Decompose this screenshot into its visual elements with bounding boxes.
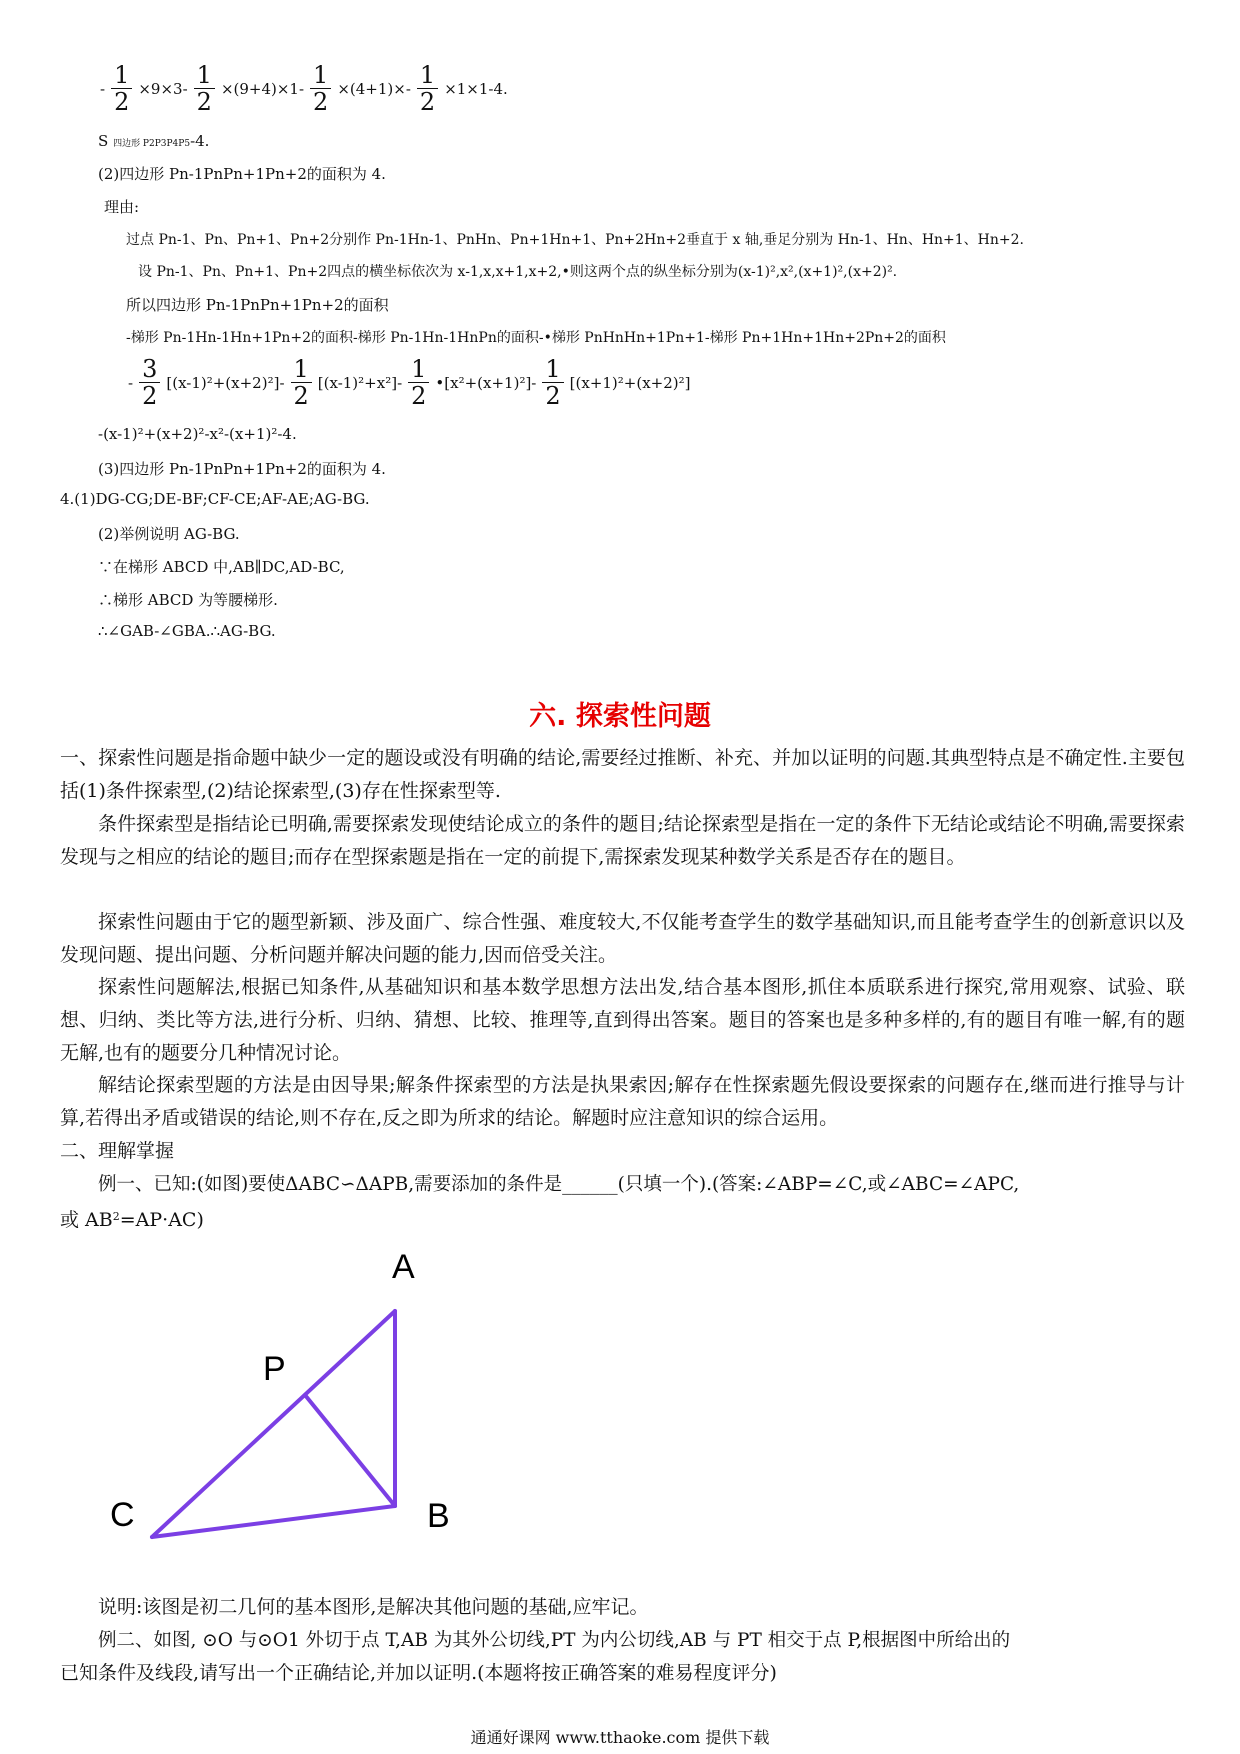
segment-ca bbox=[152, 1311, 395, 1537]
expression-text: [(x+1)²+(x+2)²] bbox=[569, 373, 691, 392]
equation-line-2 bbox=[126, 356, 693, 409]
proof-line-a: 过点 Pn-1、Pn、Pn+1、Pn+2分别作 Pn-1Hn-1、PnHn、Pn+1Hn+1、Pn+2Hn+2垂直于 x 轴,垂足分别为 Hn-1、Hn、Hn+1、Hn+2. bbox=[126, 232, 1024, 248]
question-4-therefore-2: ∴∠GAB-∠GBA.∴AG-BG. bbox=[98, 622, 276, 640]
paragraph-methods: 探索性问题解法,根据已知条件,从基础知识和基本数学思想方法出发,结合基本图形,抓住本质联系进行探究,常用观察、试验、联想、归纳、类比等方法,进行分析、归纳、猜想、比较、推理等,直到得出答案。题目的答案也是多种多样的,有的题目有唯一解,有的题无解,也有的题要分几种情况讨论。 bbox=[60, 976, 1185, 1064]
reason-label: 理由: bbox=[104, 198, 140, 216]
expression-text: ×(9+4)×1- bbox=[220, 79, 305, 98]
segment-pb bbox=[305, 1395, 395, 1506]
expression-text: ×9×3- bbox=[138, 79, 188, 98]
area-result-line bbox=[98, 132, 209, 150]
fraction: $\frac{1}{2}$ bbox=[111, 62, 132, 115]
expression-text: ×(4+1)×- bbox=[337, 79, 411, 98]
proof-line-c: 所以四边形 Pn-1PnPn+1Pn+2的面积 bbox=[126, 296, 389, 314]
superscript: 2 bbox=[112, 1210, 120, 1223]
section-title: 六. 探索性问题 bbox=[529, 701, 711, 732]
s-symbol: S bbox=[98, 132, 109, 150]
question-4-line: 4.(1)DG-CG;DE-BF;CF-CE;AF-AE;AG-BG. bbox=[60, 490, 370, 508]
fraction: $\frac{1}{2}$ bbox=[194, 62, 215, 115]
fraction: $\frac{1}{2}$ bbox=[417, 62, 438, 115]
paragraph-approach: 解结论探索型题的方法是由因导果;解条件探索型的方法是执果索因;解存在性探索题先假设要探索的问题存在,继而进行推导与计算,若得出矛盾或错误的结论,则不存在,反之即为所求的结论。解题时应注意知识的综合运用。 bbox=[60, 1074, 1185, 1129]
triangle-figure bbox=[100, 1240, 500, 1560]
question-2-line: (2)四边形 Pn-1PnPn+1Pn+2的面积为 4. bbox=[98, 165, 386, 183]
proof-line-b: 设 Pn-1、Pn、Pn+1、Pn+2四点的横坐标依次为 x-1,x,x+1,x+2,•则这两个点的纵坐标分别为(x-1)²,x²,(x+1)²,(x+2)². bbox=[138, 264, 898, 280]
minus-sign: - bbox=[100, 79, 106, 98]
fraction: $\frac{1}{2}$ bbox=[291, 356, 312, 409]
expression-text: [(x-1)²+x²]- bbox=[317, 373, 403, 392]
label-c: C bbox=[110, 1496, 135, 1534]
example-2-line-2: 已知条件及线段,请写出一个正确结论,并加以证明.(本题将按正确答案的难易程度评分) bbox=[60, 1662, 777, 1684]
question-3-line: (3)四边形 Pn-1PnPn+1Pn+2的面积为 4. bbox=[98, 460, 386, 478]
example-2-line-1: 例二、如图, ⊙O 与⊙O1 外切于点 T,AB 为其外公切线,PT 为内公切线,AB 与 PT 相交于点 P,根据图中所给出的 bbox=[98, 1630, 1011, 1651]
subscript: 四边形 P2P3P4P5 bbox=[113, 139, 191, 149]
example-1-line-2 bbox=[60, 1200, 1185, 1237]
paragraph-types: 条件探索型是指结论已明确,需要探索发现使结论成立的条件的题目;结论探索型是指在一定的条件下无结论或结论不明确,需要探索发现与之相应的结论的题目;而存在型探索题是指在一定的前提下,需探索发现某种数学关系是否存在的题目。 bbox=[60, 813, 1185, 868]
minus-sign: - bbox=[128, 373, 134, 392]
equation-line-1 bbox=[98, 62, 510, 115]
label-b: B bbox=[427, 1497, 450, 1535]
result-text: -4. bbox=[190, 132, 210, 150]
example-1-text: =AP·AC) bbox=[119, 1209, 204, 1231]
fraction: $\frac{1}{2}$ bbox=[542, 356, 563, 409]
label-p: P bbox=[263, 1350, 286, 1388]
question-4-part-2: (2)举例说明 AG-BG. bbox=[98, 525, 240, 543]
paragraph-features: 探索性问题由于它的题型新颖、涉及面广、综合性强、难度较大,不仅能考查学生的数学基础知识,而且能考查学生的创新意识以及发现问题、提出问题、分析问题并解决问题的能力,因而倍受关注。 bbox=[60, 911, 1185, 966]
figure-note: 说明:该图是初二几何的基本图形,是解决其他问题的基础,应牢记。 bbox=[98, 1596, 649, 1618]
question-4-because: ∵在梯形 ABCD 中,AB∥DC,AD-BC, bbox=[98, 558, 345, 576]
example-1-line-1: 例一、已知:(如图)要使ΔABC∽ΔAPB,需要添加的条件是______(只填一个).(答案:∠ABP=∠C,或∠ABC=∠APC, bbox=[98, 1174, 1020, 1195]
page-footer: 通通好课网 www.tthaoke.com 提供下载 bbox=[470, 1728, 770, 1747]
expression-text: •[x²+(x+1)²]- bbox=[435, 373, 537, 392]
paragraph-intro: 一、探索性问题是指命题中缺少一定的题设或没有明确的结论,需要经过推断、补充、并加以证明的问题.其典型特点是不确定性.主要包括(1)条件探索型,(2)结论探索型,(3)存在性探索型等. bbox=[60, 747, 1185, 802]
proof-line-e: -(x-1)²+(x+2)²-x²-(x+1)²-4. bbox=[98, 425, 297, 443]
expression-text: ×1×1-4. bbox=[444, 79, 508, 98]
segment-cb bbox=[152, 1506, 395, 1537]
example-1-text: 或 AB bbox=[60, 1209, 113, 1231]
label-a: A bbox=[392, 1248, 415, 1286]
fraction: $\frac{3}{2}$ bbox=[139, 356, 160, 409]
fraction: $\frac{1}{2}$ bbox=[310, 62, 331, 115]
proof-line-d: -梯形 Pn-1Hn-1Hn+1Pn+2的面积-梯形 Pn-1Hn-1HnPn的面积-•梯形 PnHnHn+1Pn+1-梯形 Pn+1Hn+1Hn+2Pn+2的面积 bbox=[126, 330, 946, 346]
subheading-understanding: 二、理解掌握 bbox=[60, 1140, 175, 1162]
expression-text: [(x-1)²+(x+2)²]- bbox=[166, 373, 285, 392]
question-4-therefore-1: ∴梯形 ABCD 为等腰梯形. bbox=[98, 591, 278, 609]
fraction: $\frac{1}{2}$ bbox=[408, 356, 429, 409]
